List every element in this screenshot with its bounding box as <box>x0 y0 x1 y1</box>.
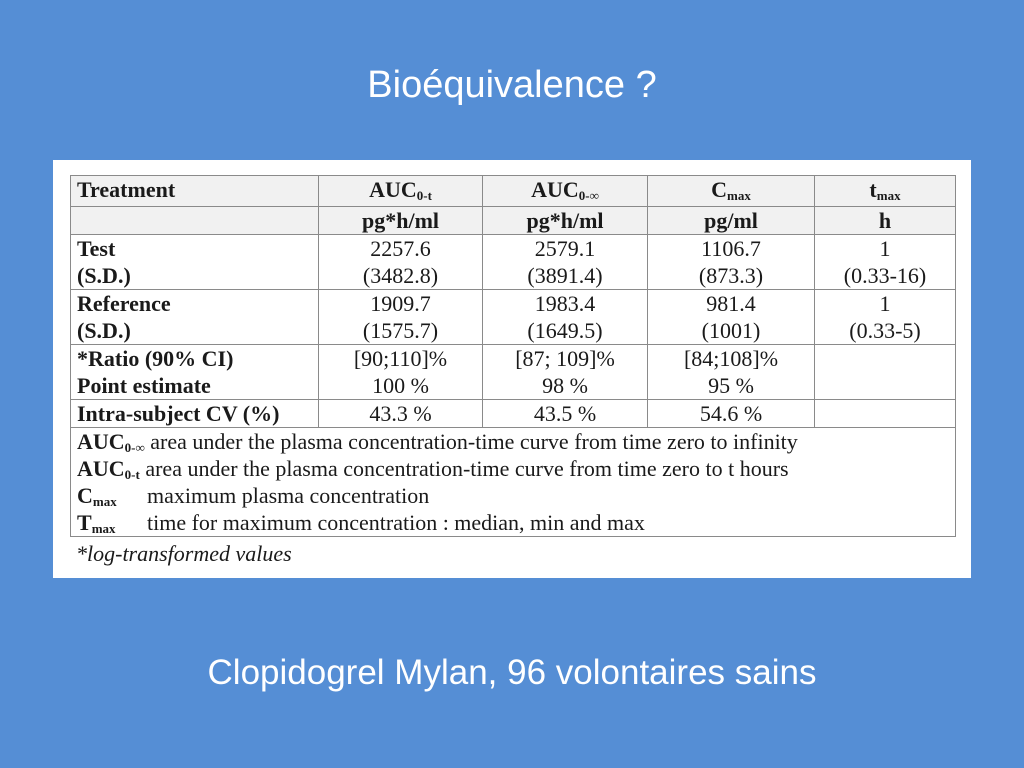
header-treatment: Treatment <box>71 176 319 207</box>
header-auc-0-inf: $AUC_{0-\infty}$ <box>483 176 648 207</box>
legend-item: $AUC_{0-\infty}$ area under the plasma concentration-time curve from time zero to infinity <box>77 429 798 455</box>
cell-value: 1 (0.33-5) <box>815 290 956 345</box>
legend-cell <box>71 428 956 537</box>
cell-value: [90;110]% 100 % <box>319 345 483 400</box>
cell-value: [87; 109]% 98 % <box>483 345 648 400</box>
slide-caption: Clopidogrel Mylan, 96 volontaires sains <box>207 653 817 692</box>
table-row-reference <box>71 290 956 345</box>
header-cmax: $C_{max}$ <box>648 176 815 207</box>
table-row-ratio <box>71 345 956 400</box>
legend-item: $C_{max}$ maximum plasma concentration <box>77 483 430 509</box>
footnote: *log-transformed values <box>76 541 292 566</box>
cell-value: 43.5 % <box>483 400 648 428</box>
row-label: *Ratio (90% CI) Point estimate <box>71 345 319 400</box>
legend-row <box>71 428 956 537</box>
cell-value: 54.6 % <box>648 400 815 428</box>
cell-value: 981.4 (1001) <box>648 290 815 345</box>
header-tmax: $t_{max}$ <box>815 176 956 207</box>
slide-title: Bioéquivalence ? <box>367 64 657 106</box>
header-auc-0-t: $AUC_{0-t}$ <box>319 176 483 207</box>
table-row-cv <box>71 400 956 428</box>
table-panel <box>53 160 971 578</box>
cell-value <box>815 400 956 428</box>
header-row <box>71 176 956 207</box>
cell-value: [84;108]% 95 % <box>648 345 815 400</box>
unit-cmax: pg/ml <box>648 207 815 235</box>
row-label: Test (S.D.) <box>71 235 319 290</box>
cell-value: 1909.7 (1575.7) <box>319 290 483 345</box>
unit-empty <box>71 207 319 235</box>
cell-value: 1983.4 (1649.5) <box>483 290 648 345</box>
legend-item: $T_{max}$ time for maximum concentration : median, min and max <box>77 510 645 536</box>
cell-value: 1106.7 (873.3) <box>648 235 815 290</box>
unit-row <box>71 207 956 235</box>
unit-tmax: h <box>815 207 956 235</box>
pk-table <box>70 175 956 537</box>
cell-value: 1 (0.33-16) <box>815 235 956 290</box>
legend-item: $AUC_{0-t}$ area under the plasma concentration-time curve from time zero to t hours <box>77 456 789 482</box>
unit-auc-0-inf: pg*h/ml <box>483 207 648 235</box>
unit-auc-0-t: pg*h/ml <box>319 207 483 235</box>
cell-value: 2579.1 (3891.4) <box>483 235 648 290</box>
row-label: Intra-subject CV (%) <box>71 400 319 428</box>
cell-value: 2257.6 (3482.8) <box>319 235 483 290</box>
row-label: Reference (S.D.) <box>71 290 319 345</box>
table-row-test <box>71 235 956 290</box>
cell-value: 43.3 % <box>319 400 483 428</box>
cell-value <box>815 345 956 400</box>
